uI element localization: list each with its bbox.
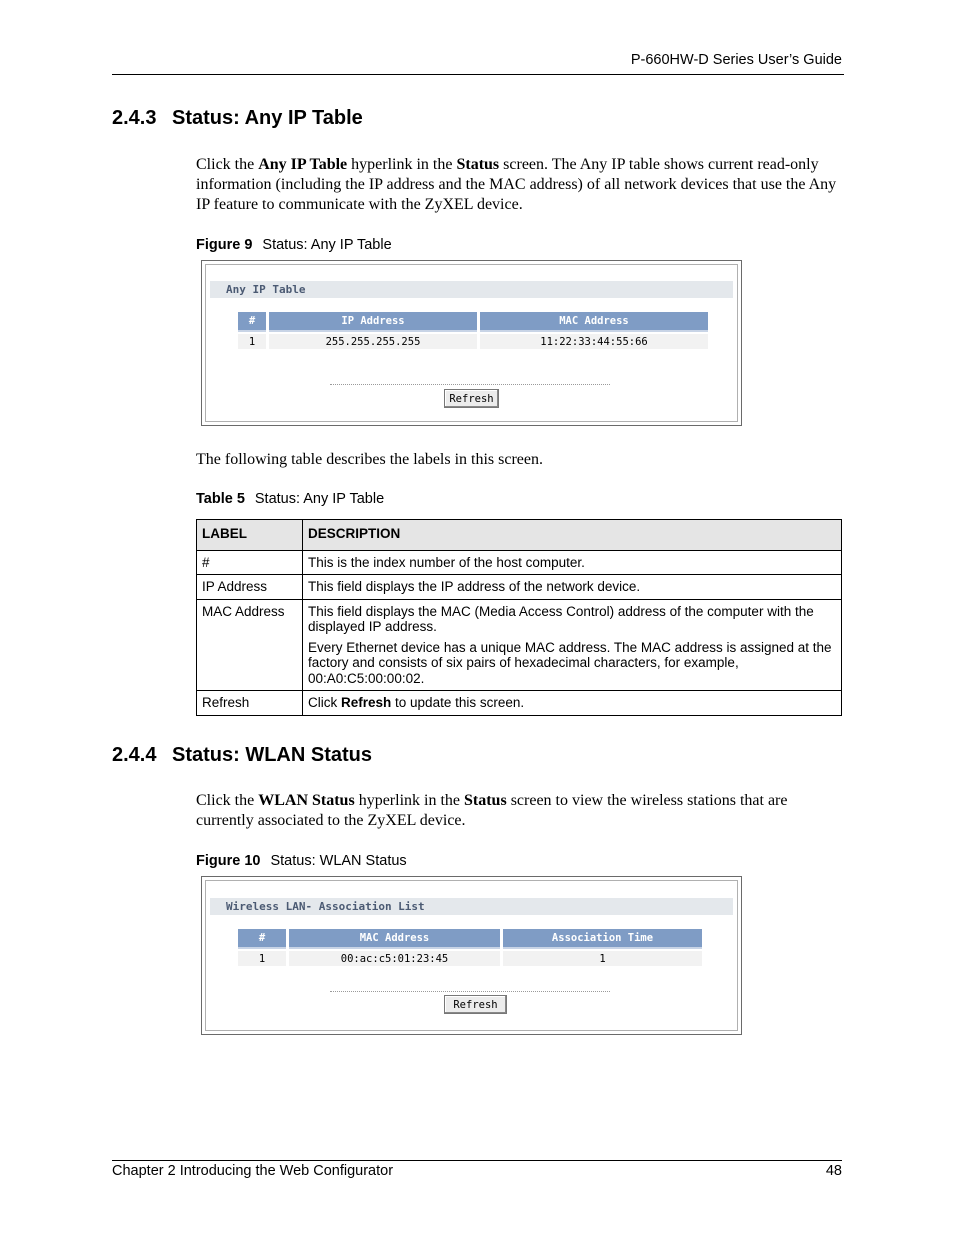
table-header-row: [238, 929, 702, 949]
description-text: Every Ethernet device has a unique MAC address. The MAC address is assigned at the factory and consists of six pairs of hexadecimal characters, for example, 00:A0:C5:00:00:02.: [308, 639, 832, 686]
column-header: #: [238, 929, 286, 949]
table-cell: 1: [503, 949, 702, 966]
table-caption-text: Status: Any IP Table: [254, 491, 385, 507]
description-text: This is the index number of the host computer.: [308, 554, 585, 570]
section-number: 2.4.3: [112, 107, 157, 129]
any-ip-table: [235, 312, 711, 349]
page-number: 48: [825, 1163, 842, 1179]
table-cell: 11:22:33:44:55:66: [480, 332, 708, 349]
separator-line: [330, 384, 610, 385]
column-header: MAC Address: [480, 312, 708, 332]
running-header: P-660HW-D Series User’s Guide: [630, 52, 842, 68]
table-label: Table 5: [196, 491, 245, 507]
description-text: [308, 695, 836, 711]
description-table: [196, 519, 842, 716]
table-row: [238, 332, 708, 349]
figure-caption-text: Status: Any IP Table: [262, 237, 392, 253]
label-cell: #: [197, 550, 303, 575]
section-heading-any-ip-table: [112, 107, 363, 130]
footer-rule: [112, 1160, 842, 1161]
table-cell: 255.255.255.255: [269, 332, 477, 349]
label-cell: MAC Address: [197, 599, 303, 691]
section-title: Status: WLAN Status: [172, 744, 372, 766]
table-cell: 1: [238, 332, 266, 349]
table-intro: The following table describes the labels in this screen.: [196, 451, 544, 468]
table-row: [197, 550, 842, 575]
screen-frame: [205, 880, 738, 1031]
screen-title: Any IP Table: [210, 281, 733, 298]
description-cell: [303, 599, 842, 691]
text-run: hyperlink in the: [354, 792, 464, 809]
table-caption: [196, 491, 384, 507]
table-row: [197, 575, 842, 600]
text-run: Click the: [196, 792, 259, 809]
figure-label: Figure 9: [196, 237, 253, 253]
table-row: [238, 949, 702, 966]
table-header-row: [238, 312, 708, 332]
section-number: 2.4.4: [112, 744, 157, 766]
description-text: This field displays the IP address of the network device.: [308, 579, 641, 594]
refresh-button[interactable]: Refresh: [444, 389, 499, 408]
text-run: Click the: [196, 156, 259, 173]
description-text: This field displays the MAC (Media Access Control) address of the computer with the displayed IP address.: [308, 603, 814, 634]
section-paragraph: [196, 155, 840, 215]
text-run: screen. The Any IP table shows current read-only information (including the IP address and the MAC address) of all network devices that use the Any IP feature to communicate with the ZyXEL device.: [196, 156, 837, 213]
column-header-description: DESCRIPTION: [303, 520, 842, 551]
text-run: to update this screen.: [391, 695, 525, 710]
header-rule: [112, 74, 844, 75]
figure-label: Figure 10: [196, 853, 261, 869]
column-header: IP Address: [269, 312, 477, 332]
text-run: screen to view the wireless stations that are currently associated to the ZyXEL device.: [196, 792, 788, 829]
column-header: MAC Address: [289, 929, 500, 949]
bold-run: Status: [456, 156, 500, 173]
table-row: [197, 691, 842, 716]
section-title: Status: Any IP Table: [172, 107, 363, 129]
association-list-table: [235, 929, 705, 966]
description-cell: [303, 575, 842, 600]
bold-run: Any IP Table: [258, 156, 348, 173]
table-cell: 00:ac:c5:01:23:45: [289, 949, 500, 966]
description-cell: [303, 550, 842, 575]
separator-line: [330, 991, 610, 992]
figure-caption-text: Status: WLAN Status: [270, 853, 407, 869]
table-cell: 1: [238, 949, 286, 966]
text-run: Click: [308, 695, 341, 710]
figure-caption: [196, 237, 392, 253]
column-header: #: [238, 312, 266, 332]
section-heading-wlan-status: [112, 744, 372, 767]
bold-run: WLAN Status: [258, 792, 355, 809]
table-row: [197, 599, 842, 691]
table-header-row: [197, 520, 842, 551]
label-cell: IP Address: [197, 575, 303, 600]
footer-chapter: Chapter 2 Introducing the Web Configurator: [112, 1163, 394, 1179]
section-paragraph: [196, 791, 840, 831]
screen-frame: [205, 264, 738, 422]
figure-wlan-status-screen: [201, 876, 742, 1035]
column-header-label: LABEL: [197, 520, 303, 551]
bold-run: Refresh: [341, 695, 392, 710]
bold-run: Status: [464, 792, 507, 809]
description-cell: [303, 691, 842, 716]
text-run: hyperlink in the: [347, 156, 457, 173]
label-cell: Refresh: [197, 691, 303, 716]
screen-title: Wireless LAN- Association List: [210, 898, 733, 915]
figure-caption: [196, 853, 407, 869]
refresh-button[interactable]: Refresh: [444, 995, 507, 1014]
column-header: Association Time: [503, 929, 702, 949]
figure-any-ip-table-screen: [201, 260, 742, 426]
